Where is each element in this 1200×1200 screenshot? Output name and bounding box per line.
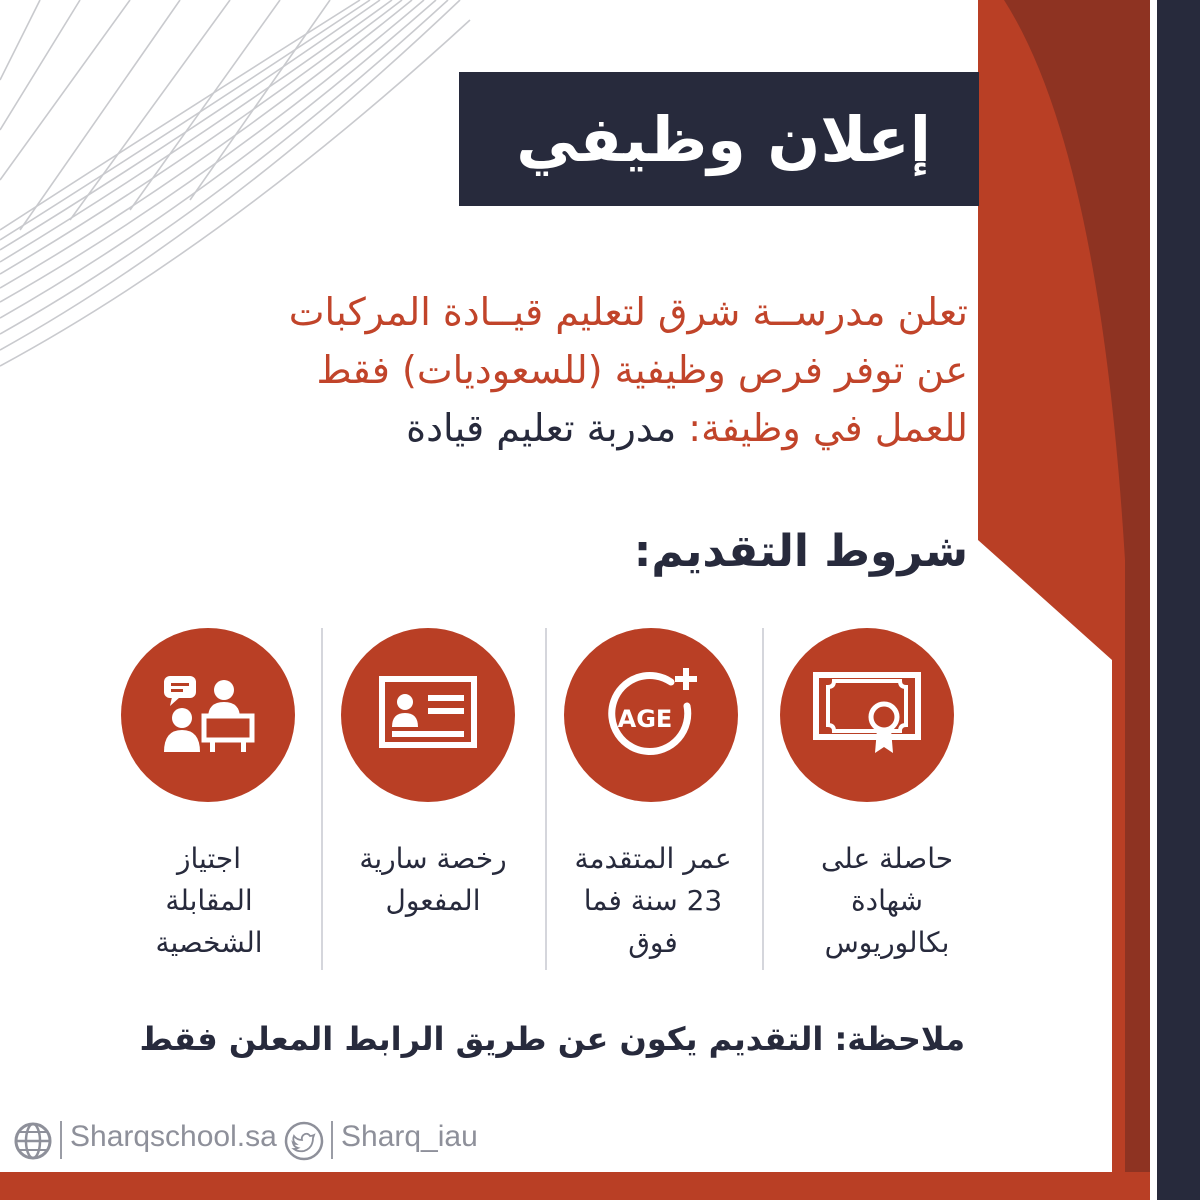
age-icon-text: AGE [617, 705, 673, 733]
condition-label: رخصة سارية المفعول [359, 842, 507, 917]
column-divider [762, 628, 764, 970]
column-divider [545, 628, 547, 970]
application-note: ملاحظة: التقديم يكون عن طريق الرابط المعلن فقط [139, 1020, 965, 1058]
job-title: مدربة تعليم قيادة [406, 406, 677, 450]
intro-line: عن توفر فرص وظيفية (للسعوديات) فقط [316, 348, 968, 392]
globe-icon [12, 1120, 54, 1162]
column-divider [321, 628, 323, 970]
page-title: إعلان وظيفي [516, 102, 931, 176]
title-banner [459, 72, 979, 206]
twitter-handle-link[interactable]: Sharq_iau [341, 1120, 478, 1153]
condition-label: عمر المتقدمة 23 سنة فما فوق [574, 842, 732, 959]
certificate-icon [780, 628, 954, 802]
footer-separator [60, 1121, 62, 1159]
announcement-intro [138, 283, 968, 457]
footer-separator [331, 1121, 333, 1159]
condition-label: اجتياز المقابلة الشخصية [155, 842, 263, 959]
conditions-heading: شروط التقديم: [633, 526, 968, 577]
intro-line-job [138, 399, 968, 457]
intro-line: للعمل في وظيفة: [688, 406, 968, 450]
twitter-icon [283, 1120, 325, 1162]
website-link[interactable]: Sharqschool.sa [70, 1120, 277, 1153]
intro-line: تعلن مدرســة شرق لتعليم قيــادة المركبات [288, 290, 968, 334]
condition-label: حاصلة على شهادة بكالوريوس [820, 842, 954, 959]
age-plus-icon [564, 628, 738, 802]
interview-icon [121, 628, 295, 802]
id-card-icon [341, 628, 515, 802]
